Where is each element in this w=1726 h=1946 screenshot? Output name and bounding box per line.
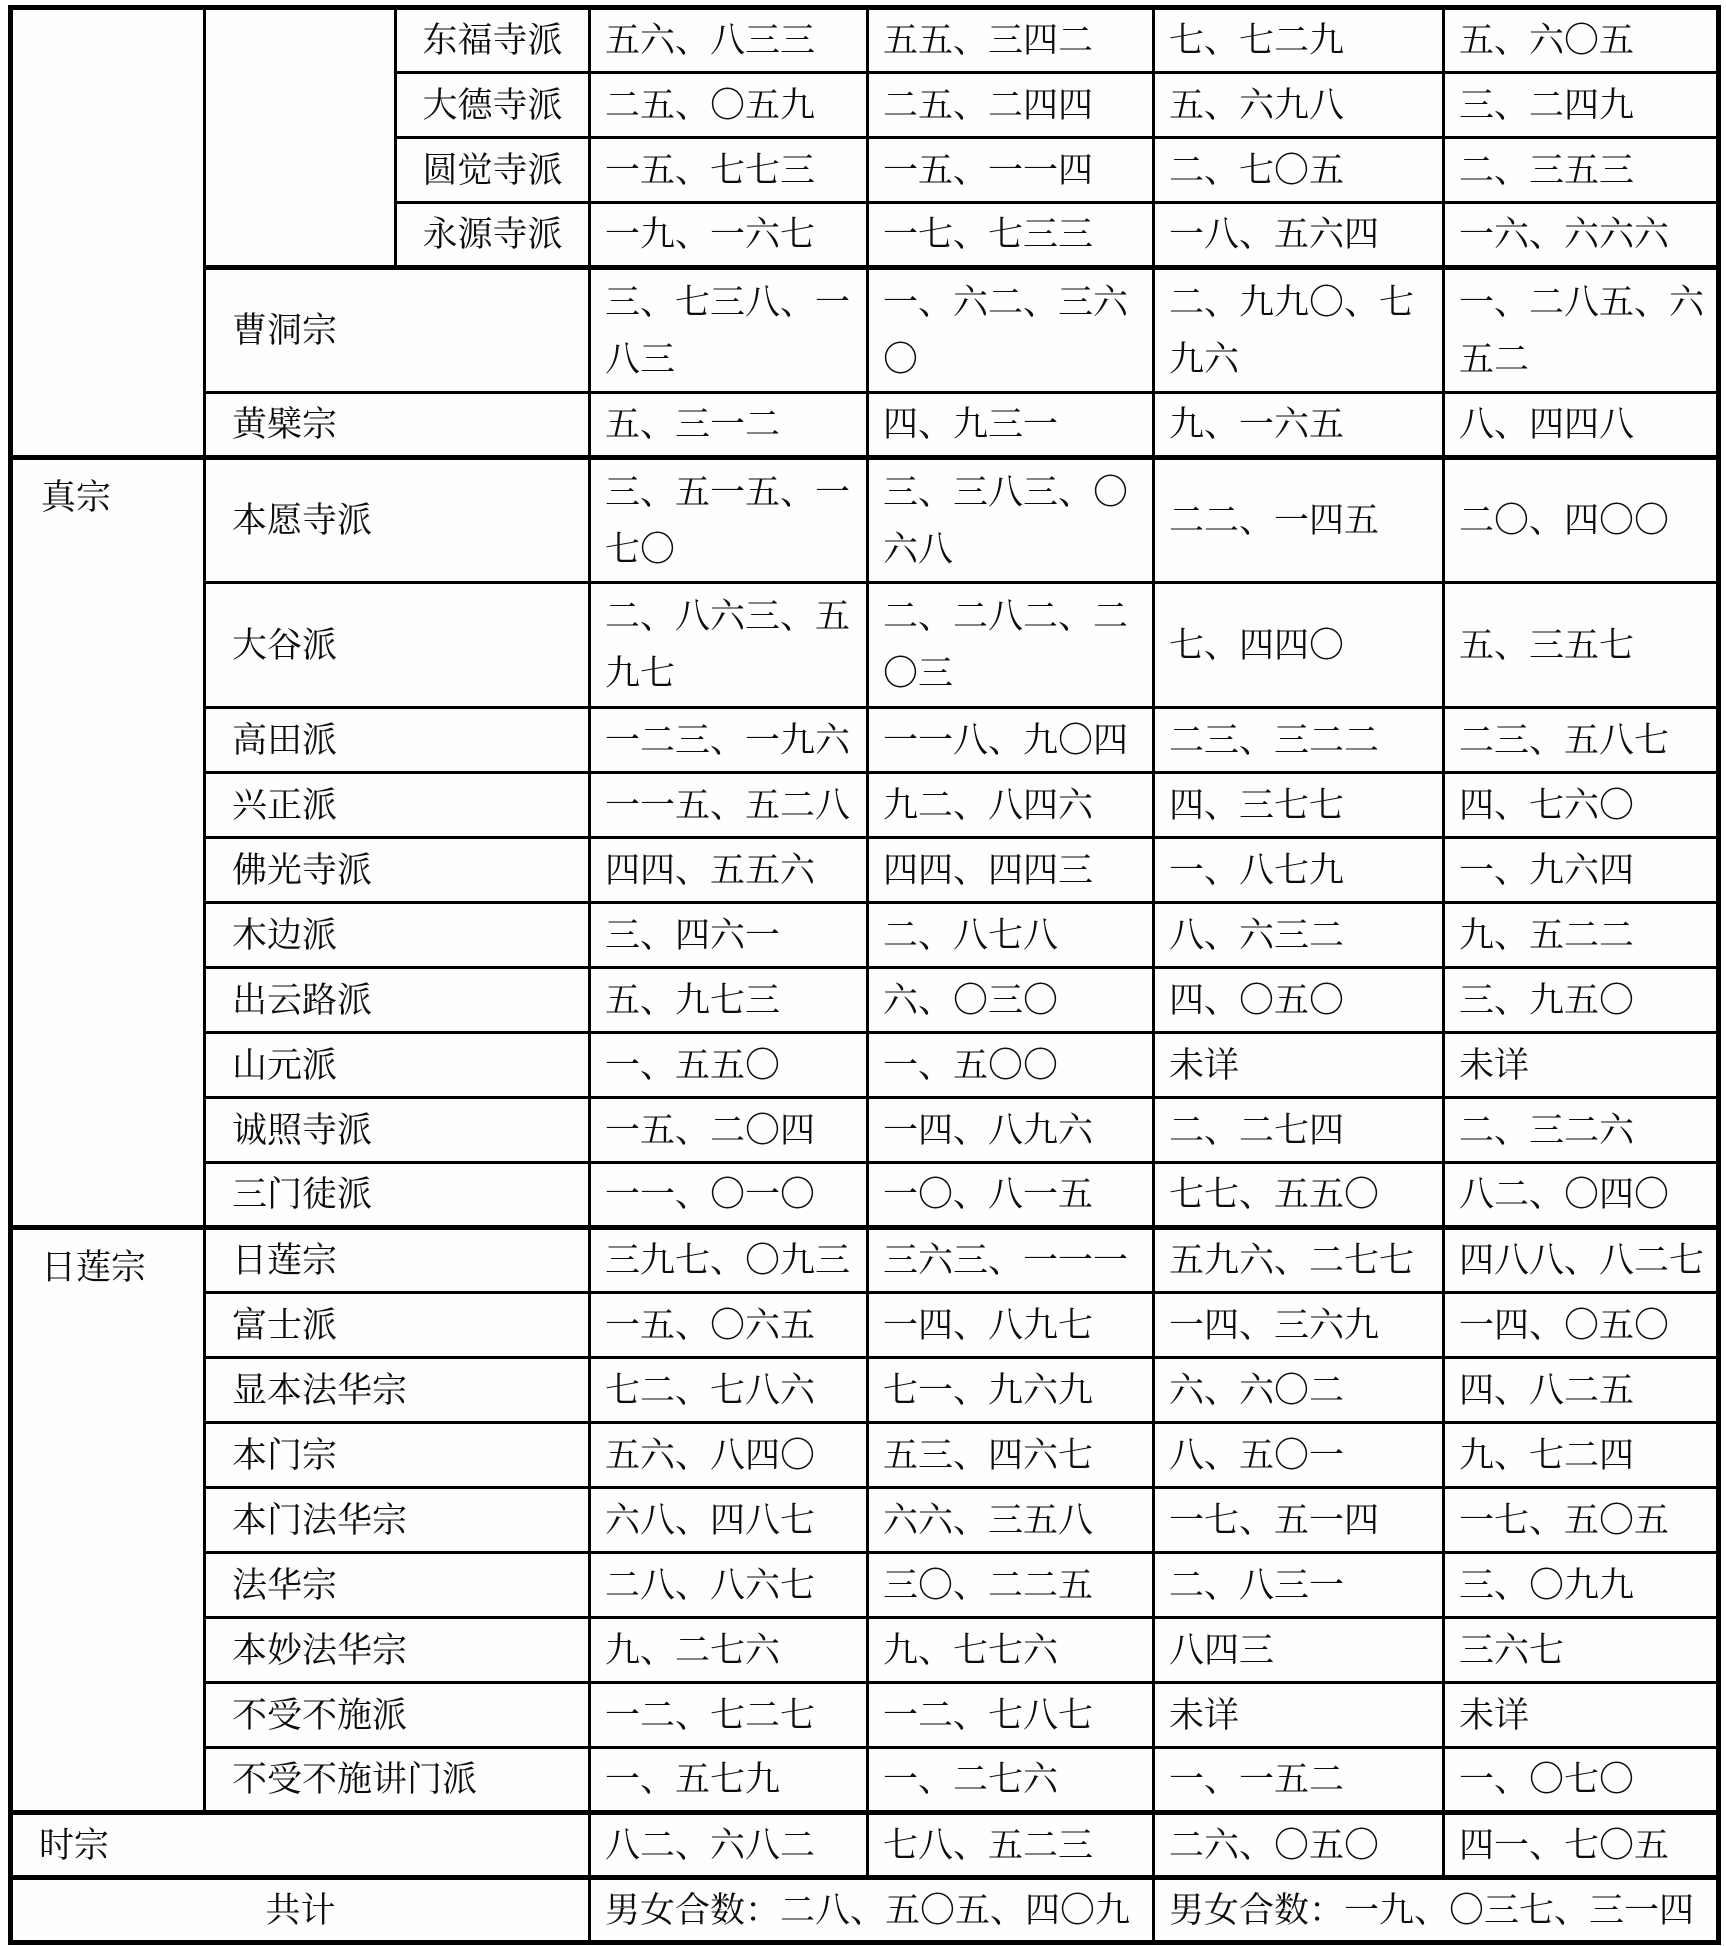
data-cell: 二、八七八: [868, 903, 1154, 968]
sect-name-cell: 佛光寺派: [205, 838, 590, 903]
table-row: [11, 903, 1719, 968]
data-cell: 三、七三八、一八三: [590, 268, 868, 393]
data-cell: 二五、〇五九: [590, 73, 868, 138]
data-cell: 一七、五〇五: [1444, 1488, 1719, 1553]
data-cell: 一八、五六四: [1154, 203, 1444, 268]
data-cell: 五六、八三三: [590, 8, 868, 73]
data-cell: 一七、五一四: [1154, 1488, 1444, 1553]
data-cell: 一二三、一九六: [590, 708, 868, 773]
table-row: [11, 393, 1719, 458]
sect-name-cell: 法华宗: [205, 1553, 590, 1618]
data-cell: 二、八六三、五九七: [590, 583, 868, 708]
table-row: [11, 583, 1719, 708]
data-cell: 一五、一一四: [868, 138, 1154, 203]
subsect-name-cell: 大德寺派: [396, 73, 590, 138]
table-row: [11, 1228, 1719, 1293]
table-row: [11, 708, 1719, 773]
table-row: [11, 268, 1719, 393]
data-cell: 一、五五〇: [590, 1033, 868, 1098]
data-cell: 八二、〇四〇: [1444, 1163, 1719, 1228]
sect-name-cell: 时宗: [11, 1813, 590, 1878]
data-cell: 二三、三二二: [1154, 708, 1444, 773]
data-cell: 一一、〇一〇: [590, 1163, 868, 1228]
data-cell: 四四、四四三: [868, 838, 1154, 903]
data-cell: 一、六二、三六〇: [868, 268, 1154, 393]
table-row: [11, 1553, 1719, 1618]
data-cell: 七七、五五〇: [1154, 1163, 1444, 1228]
data-cell: 一、五七九: [590, 1748, 868, 1813]
data-cell: 九、二七六: [590, 1618, 868, 1683]
subsect-name-cell: 永源寺派: [396, 203, 590, 268]
table-row: [11, 1813, 1719, 1878]
data-cell: 八二、六八二: [590, 1813, 868, 1878]
data-cell: 二、七〇五: [1154, 138, 1444, 203]
data-cell: 三、三八三、〇六八: [868, 458, 1154, 583]
data-cell: 九二、八四六: [868, 773, 1154, 838]
data-cell: 三〇、二二五: [868, 1553, 1154, 1618]
data-cell: 二、二八二、二〇三: [868, 583, 1154, 708]
data-cell: 五六、八四〇: [590, 1423, 868, 1488]
data-cell: 一四、八九六: [868, 1098, 1154, 1163]
data-cell: 五、六〇五: [1444, 8, 1719, 73]
data-cell: 五五、三四二: [868, 8, 1154, 73]
religious-statistics-table: [8, 5, 1721, 1945]
sect-name-cell: 三门徒派: [205, 1163, 590, 1228]
table-row: [11, 1618, 1719, 1683]
sect-name-cell: 日莲宗: [205, 1228, 590, 1293]
data-cell: 六、〇三〇: [868, 968, 1154, 1033]
table-row: [11, 8, 1719, 73]
table-row: [11, 1033, 1719, 1098]
sect-name-cell: 高田派: [205, 708, 590, 773]
subsect-name-cell: 圆觉寺派: [396, 138, 590, 203]
subsect-name-cell: 东福寺派: [396, 8, 590, 73]
table-row: [11, 1163, 1719, 1228]
sect-name-cell: 黄檗宗: [205, 393, 590, 458]
data-cell: 一六、六六六: [1444, 203, 1719, 268]
data-cell: 一九、一六七: [590, 203, 868, 268]
table-row: [11, 773, 1719, 838]
table-row: [11, 458, 1719, 583]
data-cell: 一四、〇五〇: [1444, 1293, 1719, 1358]
data-cell: 未详: [1154, 1683, 1444, 1748]
data-cell: 一、〇七〇: [1444, 1748, 1719, 1813]
data-cell: 二二、一四五: [1154, 458, 1444, 583]
data-cell: 一一五、五二八: [590, 773, 868, 838]
data-cell: 五、六九八: [1154, 73, 1444, 138]
data-cell: 一、一五二: [1154, 1748, 1444, 1813]
data-cell: 九、七七六: [868, 1618, 1154, 1683]
table-row: [11, 1293, 1719, 1358]
data-cell: 二、三二六: [1444, 1098, 1719, 1163]
data-cell: 四四、五五六: [590, 838, 868, 903]
table-row: [11, 1423, 1719, 1488]
data-cell: 一、二七六: [868, 1748, 1154, 1813]
data-cell: 八、四四八: [1444, 393, 1719, 458]
data-cell: 三、四六一: [590, 903, 868, 968]
data-cell: 四、九三一: [868, 393, 1154, 458]
data-cell: 一四、三六九: [1154, 1293, 1444, 1358]
group-label-cell: 日莲宗: [11, 1228, 205, 1813]
data-cell: 七一、九六九: [868, 1358, 1154, 1423]
data-cell: 一、九六四: [1444, 838, 1719, 903]
table-row: [11, 968, 1719, 1033]
total-value-cell: 男女合数：一九、〇三七、三一四: [1154, 1878, 1719, 1943]
sect-name-cell: 木边派: [205, 903, 590, 968]
sect-name-cell: [205, 8, 396, 268]
data-cell: 九、七二四: [1444, 1423, 1719, 1488]
sect-name-cell: 大谷派: [205, 583, 590, 708]
sect-name-cell: 本门法华宗: [205, 1488, 590, 1553]
data-cell: 六八、四八七: [590, 1488, 868, 1553]
sect-name-cell: 本愿寺派: [205, 458, 590, 583]
data-cell: 三、〇九九: [1444, 1553, 1719, 1618]
sect-name-cell: 山元派: [205, 1033, 590, 1098]
data-cell: 三、九五〇: [1444, 968, 1719, 1033]
data-cell: 二三、五八七: [1444, 708, 1719, 773]
table-body: [11, 8, 1719, 1943]
group-label-cell: [11, 8, 205, 458]
data-cell: 三六三、一一一: [868, 1228, 1154, 1293]
sect-name-cell: 富士派: [205, 1293, 590, 1358]
data-cell: 五九六、二七七: [1154, 1228, 1444, 1293]
data-cell: 未详: [1444, 1033, 1719, 1098]
sect-name-cell: 本妙法华宗: [205, 1618, 590, 1683]
data-cell: 一、八七九: [1154, 838, 1444, 903]
data-cell: 一五、二〇四: [590, 1098, 868, 1163]
data-cell: 八四三: [1154, 1618, 1444, 1683]
data-cell: 七、七二九: [1154, 8, 1444, 73]
table-row: [11, 1683, 1719, 1748]
sect-name-cell: 显本法华宗: [205, 1358, 590, 1423]
sect-name-cell: 不受不施讲门派: [205, 1748, 590, 1813]
sect-name-cell: 本门宗: [205, 1423, 590, 1488]
data-cell: 一、五〇〇: [868, 1033, 1154, 1098]
data-cell: 五三、四六七: [868, 1423, 1154, 1488]
data-cell: 二五、二四四: [868, 73, 1154, 138]
table-row: [11, 1878, 1719, 1943]
data-cell: 三九七、〇九三: [590, 1228, 868, 1293]
data-cell: 二、二七四: [1154, 1098, 1444, 1163]
data-cell: 未详: [1154, 1033, 1444, 1098]
data-cell: 二、八三一: [1154, 1553, 1444, 1618]
data-cell: 七八、五二三: [868, 1813, 1154, 1878]
data-cell: 四、八二五: [1444, 1358, 1719, 1423]
data-cell: 四、七六〇: [1444, 773, 1719, 838]
data-cell: 九、五二二: [1444, 903, 1719, 968]
sect-name-cell: 曹洞宗: [205, 268, 590, 393]
data-cell: 一四、八九七: [868, 1293, 1154, 1358]
data-cell: 六、六〇二: [1154, 1358, 1444, 1423]
sect-name-cell: 兴正派: [205, 773, 590, 838]
data-cell: 五、三五七: [1444, 583, 1719, 708]
data-cell: 三、二四九: [1444, 73, 1719, 138]
data-cell: 五、九七三: [590, 968, 868, 1033]
data-cell: 七二、七八六: [590, 1358, 868, 1423]
data-cell: 未详: [1444, 1683, 1719, 1748]
data-cell: 一、二八五、六五二: [1444, 268, 1719, 393]
table-row: [11, 1098, 1719, 1163]
data-cell: 一五、七七三: [590, 138, 868, 203]
data-cell: 八、五〇一: [1154, 1423, 1444, 1488]
sect-name-cell: 诚照寺派: [205, 1098, 590, 1163]
data-cell: 一一八、九〇四: [868, 708, 1154, 773]
data-cell: 八、六三二: [1154, 903, 1444, 968]
sect-name-cell: 不受不施派: [205, 1683, 590, 1748]
data-cell: 二〇、四〇〇: [1444, 458, 1719, 583]
table-row: [11, 1488, 1719, 1553]
data-cell: 一五、〇六五: [590, 1293, 868, 1358]
data-cell: 九、一六五: [1154, 393, 1444, 458]
data-cell: 一七、七三三: [868, 203, 1154, 268]
group-label-cell: 真宗: [11, 458, 205, 1228]
data-cell: 七、四四〇: [1154, 583, 1444, 708]
data-cell: 一二、七二七: [590, 1683, 868, 1748]
data-cell: 一〇、八一五: [868, 1163, 1154, 1228]
total-label-cell: 共计: [11, 1878, 590, 1943]
data-cell: 四一、七〇五: [1444, 1813, 1719, 1878]
data-cell: 四、〇五〇: [1154, 968, 1444, 1033]
data-cell: 五、三一二: [590, 393, 868, 458]
data-cell: 三六七: [1444, 1618, 1719, 1683]
sect-name-cell: 出云路派: [205, 968, 590, 1033]
data-cell: 四八八、八二七: [1444, 1228, 1719, 1293]
table-row: [11, 838, 1719, 903]
total-value-cell: 男女合数：二八、五〇五、四〇九: [590, 1878, 1154, 1943]
data-cell: 六六、三五八: [868, 1488, 1154, 1553]
table-row: [11, 1748, 1719, 1813]
table-row: [11, 1358, 1719, 1423]
data-cell: 二八、八六七: [590, 1553, 868, 1618]
data-cell: 二、三五三: [1444, 138, 1719, 203]
data-cell: 二、九九〇、七九六: [1154, 268, 1444, 393]
data-cell: 二六、〇五〇: [1154, 1813, 1444, 1878]
data-cell: 四、三七七: [1154, 773, 1444, 838]
data-cell: 一二、七八七: [868, 1683, 1154, 1748]
data-cell: 三、五一五、一七〇: [590, 458, 868, 583]
